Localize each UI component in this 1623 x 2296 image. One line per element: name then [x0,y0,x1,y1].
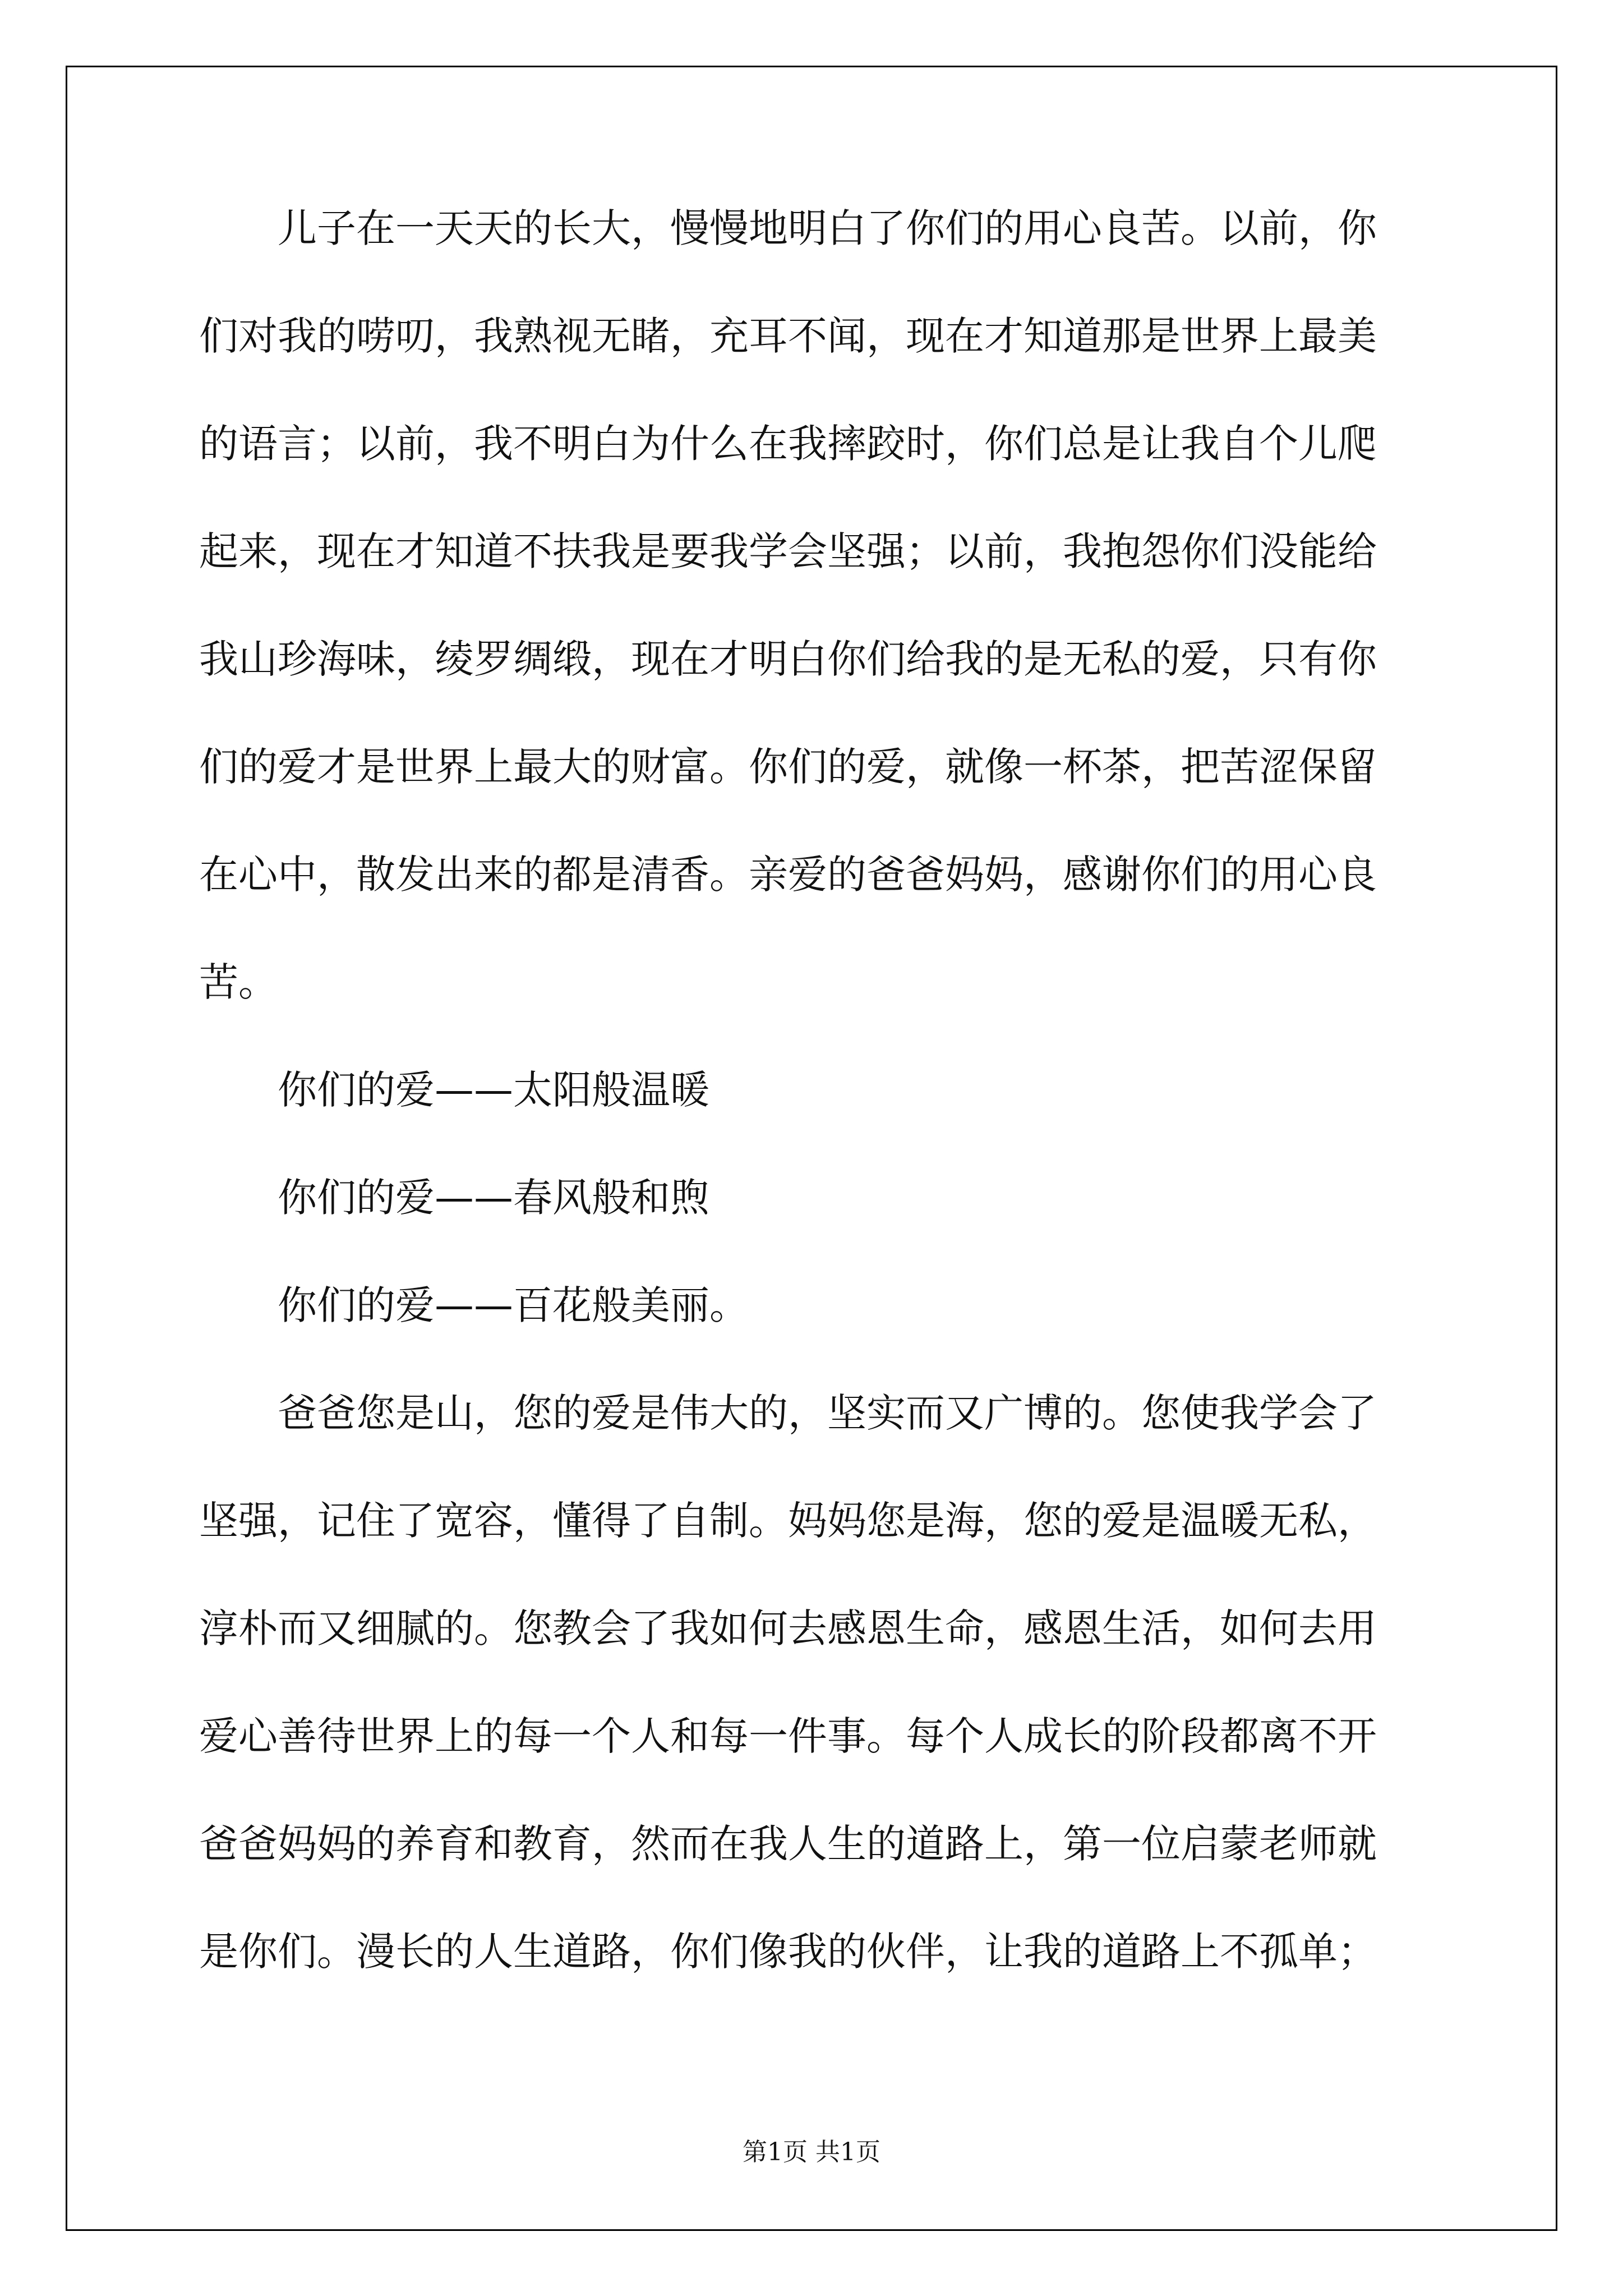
paragraph-2-line-5: 爸爸妈妈的养育和教育，然而在我人生的道路上，第一位启蒙老师就 [199,1821,1377,1867]
paragraph-1-line-5: 我山珍海味，绫罗绸缎，现在才明白你们给我的是无私的爱，只有你 [199,636,1377,682]
paragraph-2-line-2: 坚强，记住了宽容，懂得了自制。妈妈您是海，您的爱是温暖无私， [199,1498,1377,1544]
page-footer: 第1页 共1页 [743,2138,880,2166]
verse-line-3: 你们的爱——百花般美丽。 [278,1282,749,1328]
paragraph-2-line-1: 爸爸您是山，您的爱是伟大的，坚实而又广博的。您使我学会了 [278,1390,1377,1436]
paragraph-2-line-3: 淳朴而又细腻的。您教会了我如何去感恩生命，感恩生活，如何去用 [199,1605,1377,1651]
verse-line-2: 你们的爱——春风般和煦 [278,1175,709,1221]
paragraph-1-line-3: 的语言；以前，我不明白为什么在我摔跤时，你们总是让我自个儿爬 [199,421,1377,467]
verse-line-1: 你们的爱——太阳般温暖 [278,1067,709,1113]
paragraph-1-line-1: 儿子在一天天的长大，慢慢地明白了你们的用心良苦。以前，你 [278,205,1377,251]
paragraph-2-line-6: 是你们。漫长的人生道路，你们像我的伙伴，让我的道路上不孤单； [199,1929,1377,1975]
paragraph-1-line-8: 苦。 [199,959,278,1005]
paragraph-2-line-4: 爱心善待世界上的每一个人和每一件事。每个人成长的阶段都离不开 [199,1713,1377,1759]
paragraph-1-line-6: 们的爱才是世界上最大的财富。你们的爱，就像一杯茶，把苦涩保留 [199,744,1377,790]
paragraph-1-line-2: 们对我的唠叨，我熟视无睹，充耳不闻，现在才知道那是世界上最美 [199,313,1377,359]
page-border [66,66,1557,2231]
paragraph-1-line-4: 起来，现在才知道不扶我是要我学会坚强；以前，我抱怨你们没能给 [199,528,1377,574]
paragraph-1-line-7: 在心中，散发出来的都是清香。亲爱的爸爸妈妈，感谢你们的用心良 [199,852,1377,898]
